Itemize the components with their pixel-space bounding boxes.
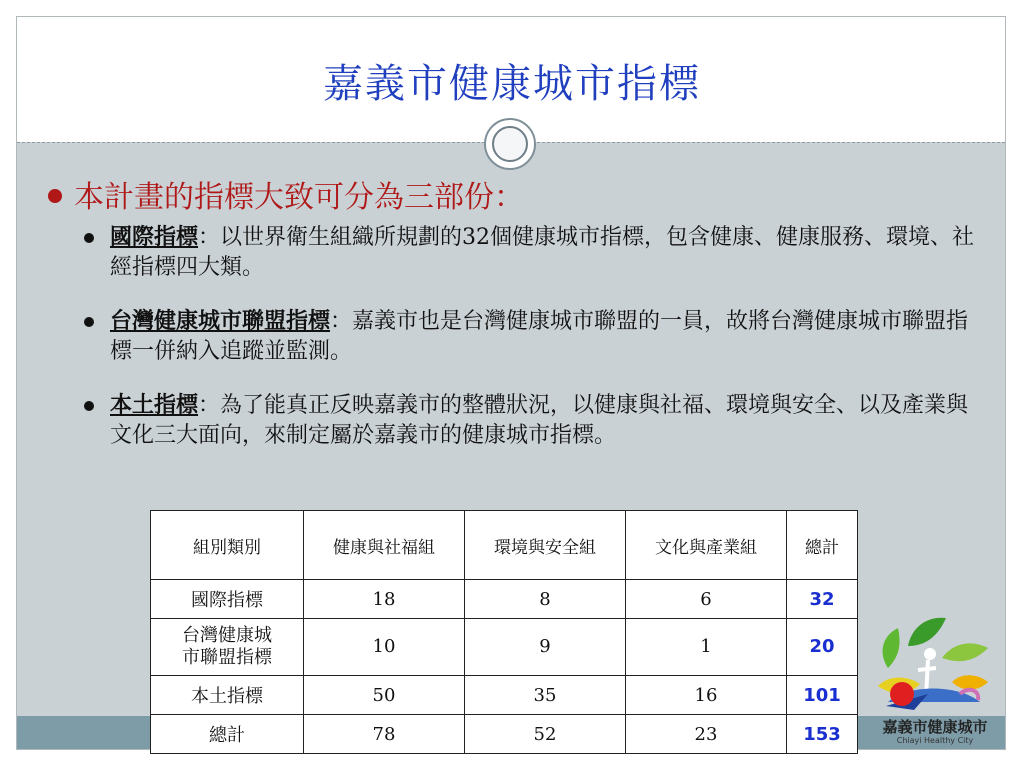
bullet-sep: ： [198, 393, 221, 418]
bullet-international [84, 222, 984, 283]
table-row [151, 619, 858, 676]
logo-name: 嘉義市健康城市 [882, 718, 988, 736]
table-header-cell: 環境與安全組 [465, 511, 626, 580]
ring-inner-icon [492, 126, 528, 162]
bullet-dot-icon [48, 189, 62, 203]
bullet-text [110, 390, 984, 451]
bullet-term: 國際指標 [110, 224, 199, 250]
row-label: 總計 [151, 715, 304, 754]
row-label: 國際指標 [151, 580, 304, 619]
logo-subtitle: Chiayi Healthy City [896, 736, 974, 745]
bullet-dot-icon [84, 401, 94, 411]
table-cell: 35 [465, 676, 626, 715]
table-header-cell: 健康與社福組 [304, 511, 465, 580]
table-cell: 18 [304, 580, 465, 619]
bullet-text [110, 222, 984, 283]
table-row [151, 580, 858, 619]
ring-ornament-icon [484, 118, 536, 170]
row-total: 101 [787, 676, 858, 715]
bullet-text [110, 306, 984, 367]
table-row [151, 676, 858, 715]
bullet-dot-icon [84, 317, 94, 327]
table-cell: 6 [626, 580, 787, 619]
bullet-term: 本土指標 [110, 392, 199, 418]
row-total: 20 [787, 619, 858, 676]
row-label [151, 619, 304, 676]
bullet-body: 嘉義市也是台灣健康城市聯盟的一員，故將台灣健康城市聯盟指標一併納入追蹤並監測。 [110, 309, 969, 364]
bullet-body: 為了能真正反映嘉義市的整體狀況，以健康與社福、環境與安全、以及產業與文化三大面向，來制定屬於嘉義市的健康城市指標。 [110, 393, 969, 448]
table-cell: 23 [626, 715, 787, 754]
bullet-term: 台灣健康城市聯盟指標 [110, 308, 331, 334]
table-header-cell: 組別類別 [151, 511, 304, 580]
row-label: 本土指標 [151, 676, 304, 715]
row-label-line1: 台灣健康城 [182, 625, 272, 646]
table-cell: 8 [465, 580, 626, 619]
table-header-cell: 總計 [787, 511, 858, 580]
table-cell: 10 [304, 619, 465, 676]
table-cell: 9 [465, 619, 626, 676]
slide-title: 嘉義市健康城市指標 [323, 61, 701, 107]
row-label-line2: 市聯盟指標 [182, 647, 272, 668]
bullet-dot-icon [84, 233, 94, 243]
table-header-row [151, 511, 858, 580]
bullet-sep: ： [330, 309, 353, 334]
bullet-taiwan-alliance [84, 306, 984, 367]
table-cell: 78 [304, 715, 465, 754]
table-row [151, 715, 858, 754]
indicator-table [150, 510, 858, 754]
table-cell: 52 [465, 715, 626, 754]
table-header-cell: 文化與產業組 [626, 511, 787, 580]
heading-bullet [48, 172, 524, 216]
table-cell: 1 [626, 619, 787, 676]
bullet-local [84, 390, 984, 451]
heading-text: 本計畫的指標大致可分為三部份： [74, 180, 524, 215]
row-total: 32 [787, 580, 858, 619]
table-cell: 16 [626, 676, 787, 715]
table-cell: 50 [304, 676, 465, 715]
bullet-body: 以世界衛生組織所規劃的32個健康城市指標，包含健康、健康服務、環境、社經指標四大類。 [110, 225, 975, 280]
row-total: 153 [787, 715, 858, 754]
bullet-sep: ： [198, 225, 221, 250]
